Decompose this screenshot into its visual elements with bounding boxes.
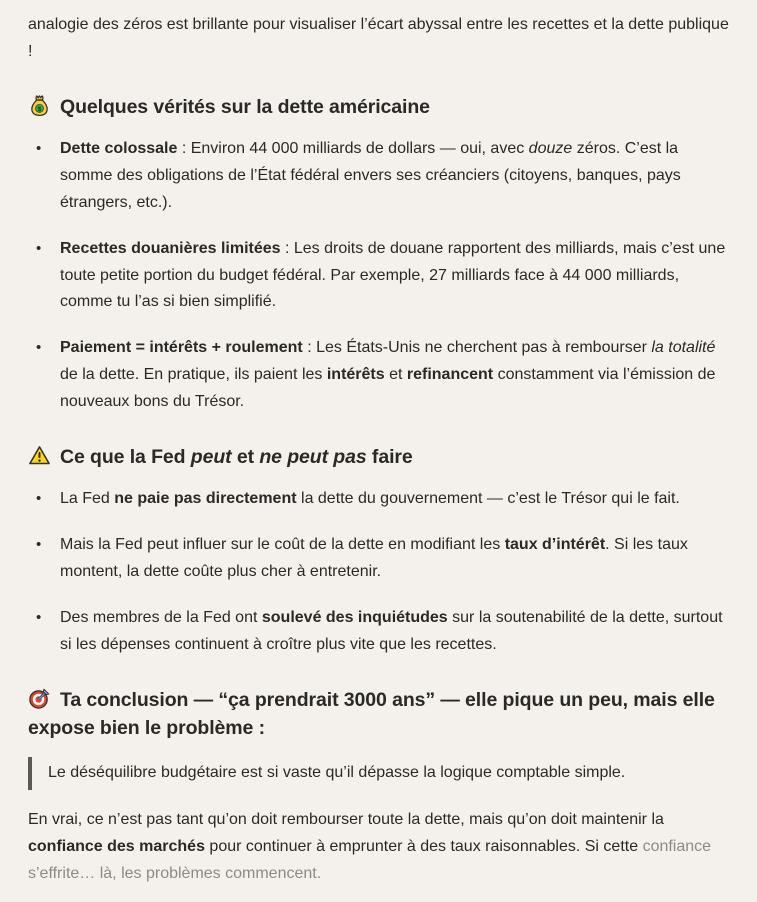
list-item: • Paiement = intérêts + roulement : Les États-Unis ne cherchent pas à rembourser la totalité de la dette. En pratique, ils paient les intérêts et refinancent constamment via l’émission de nouveaux bons du Trésor. — [28, 335, 730, 416]
list-item: • Des membres de la Fed ont soulevé des inquiétudes sur la soutenabilité de la dette, surtout si les dépenses continuent à croître plus vite que les recettes. — [28, 605, 730, 659]
debt-section-title: Quelques vérités sur la dette américaine — [60, 95, 430, 118]
outro-paragraph: En vrai, ce n’est pas tant qu’on doit rembourser toute la dette, mais qu’on doit maintenir la confiance des marchés pour continuer à emprunter à des taux raisonnables. Si cette confiance s’effrite… là, les problèmes commencent. — [28, 810, 712, 882]
debt-section-heading — [28, 93, 730, 121]
fed-section-heading — [28, 443, 730, 471]
list-item: • Mais la Fed peut influer sur le coût de la dette en modifiant les taux d’intérêt. Si les taux montent, la dette coûte plus cher à entretenir. — [28, 532, 730, 586]
pull-quote — [28, 757, 730, 790]
intro-paragraph: analogie des zéros est brillante pour visualiser l’écart abyssal entre les recettes et la dette publique ! — [28, 16, 729, 60]
fed-facts-list — [28, 486, 730, 658]
money-bag-icon — [28, 94, 51, 117]
list-item: • Recettes douanières limitées : Les droits de douane rapportent des milliards, mais c’est une toute petite portion du budget fédéral. Par exemple, 27 milliards face à 44 000 milliards, comme tu l’as si bien simplifié. — [28, 236, 730, 317]
conclusion-heading — [28, 686, 730, 743]
list-item: • La Fed ne paie pas directement la dette du gouvernement — c’est le Trésor qui le fait. — [28, 486, 730, 513]
list-item: • Dette colossale : Environ 44 000 milliards de dollars — oui, avec douze zéros. C’est la somme des obligations de l’État fédéral envers ses créanciers (citoyens, banques, pays étrangers, etc.). — [28, 136, 730, 217]
dart-target-icon — [28, 687, 51, 710]
conclusion-title: Ta conclusion — “ça prendrait 3000 ans” — elle pique un peu, mais elle expose bien le problème : — [28, 688, 715, 739]
svg-text:$: $ — [37, 105, 42, 113]
fed-section-title: Ce que la Fed peut et ne peut pas faire — [60, 445, 413, 468]
debt-facts-list — [28, 136, 730, 416]
warning-icon — [28, 444, 51, 467]
quote-text: Le déséquilibre budgétaire est si vaste qu’il dépasse la logique comptable simple. — [48, 764, 626, 782]
